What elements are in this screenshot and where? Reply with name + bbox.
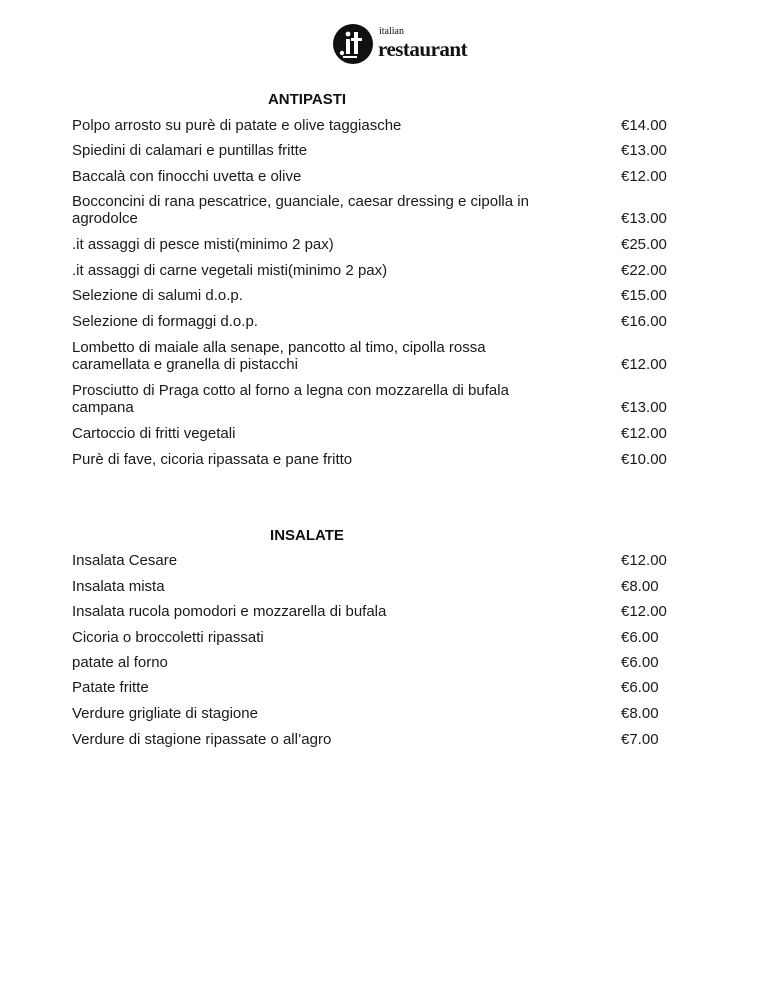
menu-item — [72, 382, 682, 416]
menu-item-name: Spiedini di calamari e puntillas fritte — [72, 142, 308, 159]
menu-item-name: Cicoria o broccoletti ripassati — [72, 629, 264, 646]
menu-item-price: €16.00 — [621, 313, 667, 330]
menu-item-price: €15.00 — [621, 287, 667, 304]
menu-item — [72, 629, 682, 646]
logo-mark-icon — [333, 24, 373, 64]
menu-item-name: .it assaggi di carne vegetali misti(minimo 2 pax) — [72, 262, 388, 279]
menu-item-name: Verdure grigliate di stagione — [72, 705, 258, 722]
menu-item-price: €25.00 — [621, 236, 667, 253]
menu-item — [72, 603, 682, 620]
menu-item-name: Selezione di formaggi d.o.p. — [72, 313, 258, 330]
menu-item-price: €13.00 — [621, 210, 667, 227]
logo-text-big: restaurant — [378, 37, 468, 61]
menu-item-price: €6.00 — [621, 629, 659, 646]
menu-item-name: .it assaggi di pesce misti(minimo 2 pax) — [72, 236, 334, 253]
menu-item-name: Insalata Cesare — [72, 552, 178, 569]
menu-item-name: Polpo arrosto su purè di patate e olive taggiasche — [72, 117, 402, 134]
menu-item-price: €12.00 — [621, 356, 667, 373]
menu-item-name: Insalata mista — [72, 578, 165, 595]
menu-item-price: €12.00 — [621, 425, 667, 442]
menu-item-price: €8.00 — [621, 578, 659, 595]
menu-item-name: Prosciutto di Praga cotto al forno a legna con mozzarella di bufala campana — [72, 382, 509, 416]
menu-item-name: Baccalà con finocchi uvetta e olive — [72, 168, 302, 185]
menu-item-price: €22.00 — [621, 262, 667, 279]
menu-item-name: Verdure di stagione ripassate o all’agro — [72, 731, 332, 748]
menu-item — [72, 339, 682, 373]
menu-item — [72, 117, 682, 134]
menu-item — [72, 731, 682, 748]
menu-item-name: Lombetto di maiale alla senape, pancotto al timo, cipolla rossa caramellata e granella di pistacchi — [72, 339, 486, 373]
menu-item-name: Cartoccio di fritti vegetali — [72, 425, 236, 442]
menu-item — [72, 679, 682, 696]
menu-item — [72, 578, 682, 595]
menu-item — [72, 313, 682, 330]
menu-item — [72, 142, 682, 159]
menu-item — [72, 168, 682, 185]
menu-item-name: patate al forno — [72, 654, 168, 671]
menu-item-price: €6.00 — [621, 679, 659, 696]
menu-item-name: Insalata rucola pomodori e mozzarella di bufala — [72, 603, 387, 620]
menu-item-price: €10.00 — [621, 451, 667, 468]
menu-item — [72, 552, 682, 569]
menu-item-price: €12.00 — [621, 603, 667, 620]
menu-item-price: €14.00 — [621, 117, 667, 134]
menu-item-price: €8.00 — [621, 705, 659, 722]
menu-item — [72, 287, 682, 304]
menu-item-name: Purè di fave, cicoria ripassata e pane fritto — [72, 451, 353, 468]
menu-item-price: €7.00 — [621, 731, 659, 748]
menu-item-price: €13.00 — [621, 142, 667, 159]
logo-text-small: italian — [379, 26, 404, 37]
menu-item-name: Selezione di salumi d.o.p. — [72, 287, 243, 304]
menu-item-price: €6.00 — [621, 654, 659, 671]
menu-item — [72, 262, 682, 279]
menu-item — [72, 451, 682, 468]
menu-item-price: €12.00 — [621, 168, 667, 185]
menu-item — [72, 236, 682, 253]
menu-item — [72, 425, 682, 442]
section-title-antipasti: ANTIPASTI — [267, 91, 347, 108]
restaurant-logo — [333, 24, 493, 66]
menu-item-price: €12.00 — [621, 552, 667, 569]
menu-item — [72, 193, 682, 227]
menu-item-name: Patate fritte — [72, 679, 149, 696]
menu-item — [72, 654, 682, 671]
menu-item-price: €13.00 — [621, 399, 667, 416]
section-title-insalate: INSALATE — [270, 527, 344, 544]
menu-item — [72, 705, 682, 722]
menu-item-name: Bocconcini di rana pescatrice, guanciale, caesar dressing e cipolla in agrodolce — [72, 193, 529, 227]
